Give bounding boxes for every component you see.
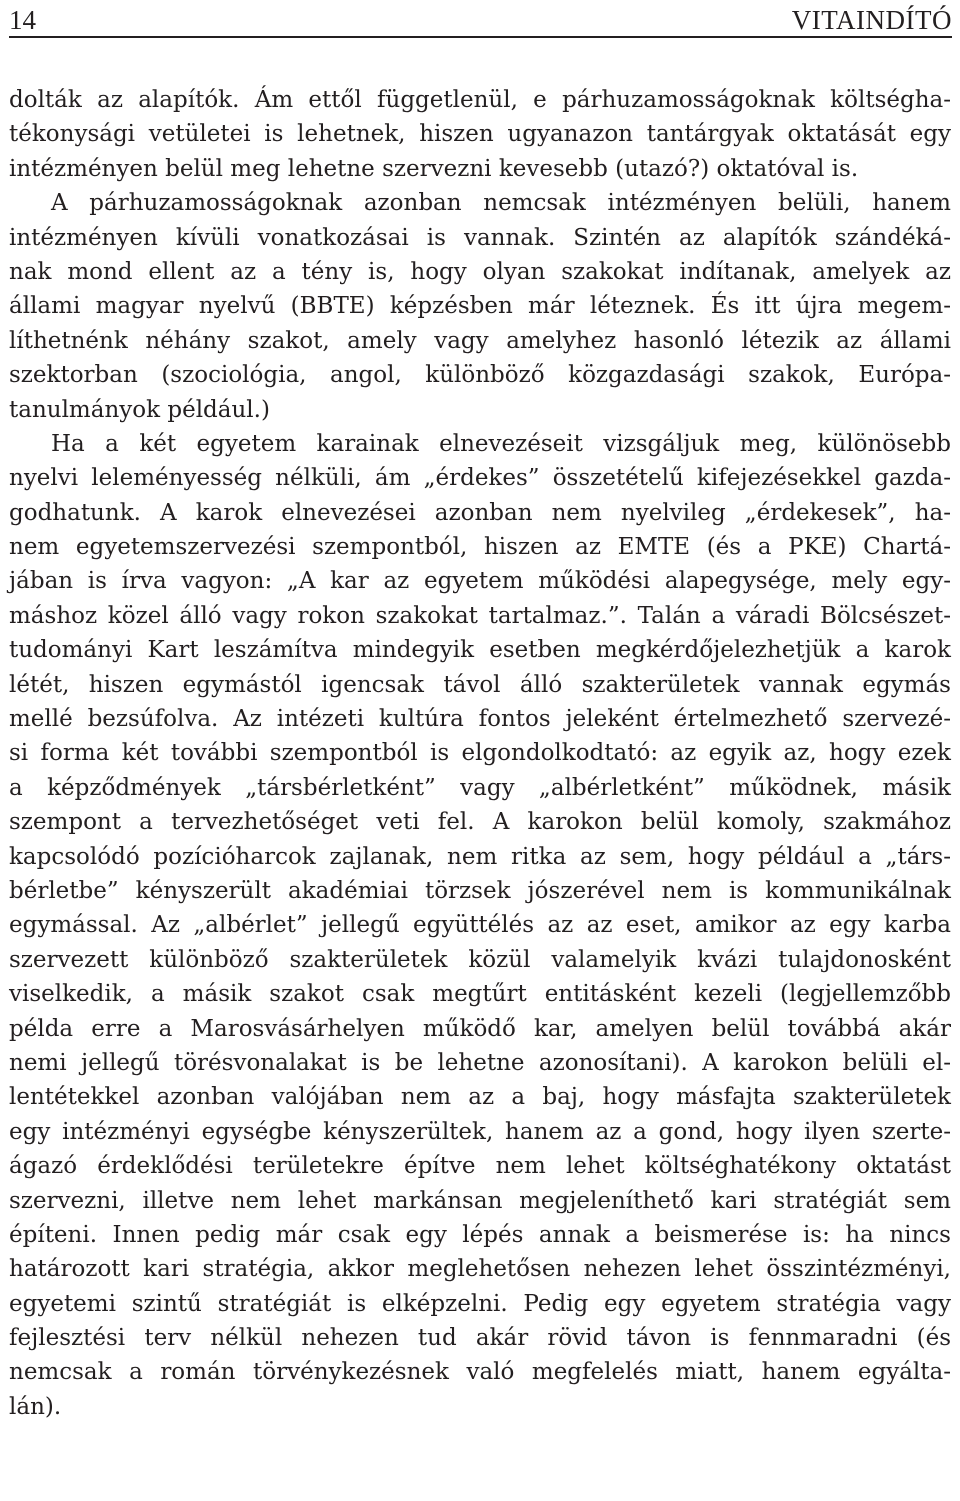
text-line: si forma két további szempontból is elgondolkodtató: az egyik az, hogy ezek bbox=[9, 740, 951, 767]
text-line: ágazó érdeklődési területekre építve nem lehet költséghatékony oktatást bbox=[9, 1153, 951, 1180]
text-line: nem egyetemszervezési szempontból, hiszen az EMTE (és a PKE) Chartá- bbox=[9, 534, 951, 561]
text-line: kapcsolódó pozícióharcok zajlanak, nem ritka az sem, hogy például a „társ- bbox=[9, 843, 951, 870]
text-line: viselkedik, a másik szakot csak megtűrt entitásként kezeli (legjellemzőbb bbox=[9, 981, 951, 1008]
text-line: egyetemi szintű stratégiát is elképzelni. Pedig egy egyetem stratégia vagy bbox=[9, 1290, 951, 1317]
text-line: máshoz közel álló vagy rokon szakokat tartalmaz.”. Talán a váradi Bölcsészet- bbox=[9, 602, 951, 629]
paragraph bbox=[9, 427, 951, 1424]
text-line: tudományi Kart leszámítva mindegyik esetben megkérdőjelezhetjük a karok bbox=[9, 637, 951, 664]
text-line: egy intézményi egységbe kényszerültek, hanem az a gond, hogy ilyen szerte- bbox=[9, 1118, 951, 1145]
text-line: tékonysági vetületei is lehetnek, hiszen ugyanazon tantárgyak oktatását egy bbox=[9, 121, 951, 148]
text-line: nemi jellegű törésvonalakat is be lehetne azonosítani). A karokon belüli el- bbox=[9, 1049, 951, 1076]
paragraph bbox=[9, 186, 951, 427]
text-line: létét, hiszen egymástól igencsak távol álló szakterületek vannak egymás bbox=[9, 671, 951, 698]
text-line: jában is írva vagyon: „A kar az egyetem működési alapegysége, mely egy- bbox=[9, 568, 951, 595]
text-line: fejlesztési terv nélkül nehezen tud akár rövid távon is fennmaradni (és bbox=[9, 1325, 951, 1352]
page-number: 14 bbox=[9, 5, 36, 35]
text-line: dolták az alapítók. Ám ettől függetlenül, e párhuzamosságoknak költségha- bbox=[9, 87, 951, 113]
text-line: A párhuzamosságoknak azonban nemcsak intézményen belüli, hanem bbox=[51, 190, 951, 217]
text-line: egymással. Az „albérlet” jellegű együttélés az az eset, amikor az egy karba bbox=[9, 912, 951, 939]
text-line: nyelvi leleményesség nélküli, ám „érdekes” összetételű kifejezésekkel gazda- bbox=[9, 465, 951, 492]
running-head: VITAINDÍTÓ bbox=[791, 5, 952, 35]
text-line: szempont a tervezhetőséget veti fel. A karokon belül komoly, szakmához bbox=[9, 809, 951, 836]
text-line: állami magyar nyelvű (BBTE) képzésben már léteznek. És itt újra megem- bbox=[9, 293, 951, 320]
text-line: szervezni, illetve nem lehet markánsan megjeleníthető kari stratégiát sem bbox=[9, 1187, 951, 1214]
text-line: lentétekkel azonban valójában nem az a baj, hogy másfajta szakterületek bbox=[9, 1084, 951, 1111]
text-line: lán). bbox=[9, 1393, 62, 1420]
paragraph bbox=[9, 83, 951, 186]
text-line: határozott kari stratégia, akkor meglehetősen nehezen lehet összintézményi, bbox=[9, 1256, 951, 1283]
text-line: Ha a két egyetem karainak elnevezéseit vizsgáljuk meg, különösebb bbox=[51, 430, 951, 457]
text-line: mellé bezsúfolva. Az intézeti kultúra fontos jeleként értelmezhető szervezé- bbox=[9, 706, 951, 733]
text-line: godhatunk. A karok elnevezései azonban nem nyelvileg „érdekesek”, ha- bbox=[9, 499, 951, 526]
text-line: bérletbe” kényszerült akadémiai törzsek jószerével nem is kommunikálnak bbox=[9, 877, 951, 904]
text-line: tanulmányok például.) bbox=[9, 396, 270, 423]
text-line: líthetnénk néhány szakot, amely vagy amelyhez hasonló létezik az állami bbox=[9, 327, 951, 354]
page-header bbox=[9, 4, 952, 38]
text-line: szektorban (szociológia, angol, különböző közgazdasági szakok, Európa- bbox=[9, 362, 951, 389]
text-line: példa erre a Marosvásárhelyen működő kar, amelyen belül továbbá akár bbox=[9, 1015, 951, 1042]
text-line: szervezett különböző szakterületek közül valamelyik kvázi tulajdonosként bbox=[9, 946, 951, 973]
text-line: intézményen belül meg lehetne szervezni kevesebb (utazó?) oktatóval is. bbox=[9, 155, 859, 182]
text-line: intézményen kívüli vonatkozásai is vannak. Szintén az alapítók szándéká- bbox=[9, 224, 951, 251]
text-line: építeni. Innen pedig már csak egy lépés annak a beismerése is: ha nincs bbox=[9, 1221, 951, 1248]
body-text bbox=[9, 83, 951, 1424]
text-line: nak mond ellent az a tény is, hogy olyan szakokat indítanak, amelyek az bbox=[9, 258, 951, 285]
text-line: nemcsak a román törvénykezésnek való megfelelés miatt, hanem egyálta- bbox=[9, 1359, 951, 1386]
text-line: a képződmények „társbérletként” vagy „albérletként” működnek, másik bbox=[9, 774, 951, 801]
